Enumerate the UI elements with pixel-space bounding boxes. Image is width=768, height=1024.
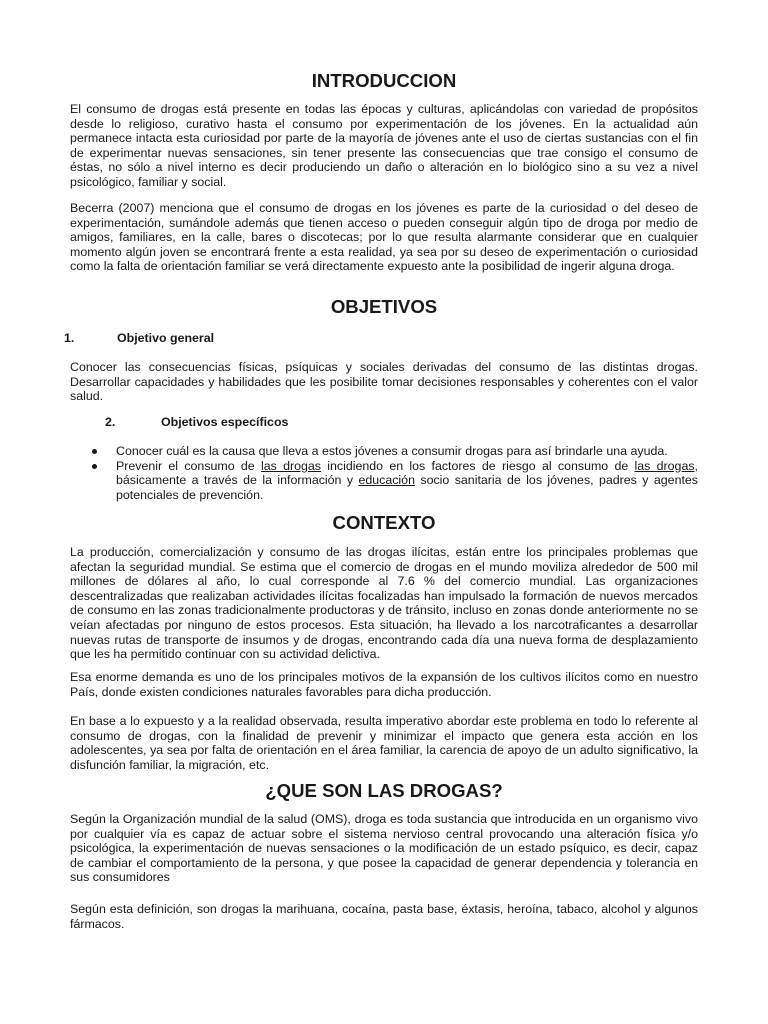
- introduccion-paragraph-2: Becerra (2007) menciona que el consumo de drogas en los jóvenes es parte de la curiosidad o del deseo de experimentación, sumándole además que tienen acceso o pueden conseguir algún tipo de droga por medio de amigos, familiares, en la calle, bares o discotecas; por lo que resulta alarmante considerar que en cualquier momento algún joven se encontrará frente a esta realidad, ya sea por su deseo de experimentación o curiosidad como la falta de orientación familiar se verá directamente expuesto ante la posibilidad de ingerir alguna droga.: [70, 201, 698, 274]
- link-educacion[interactable]: educación: [358, 473, 415, 488]
- link-las-drogas[interactable]: las drogas: [260, 458, 321, 473]
- section-title-contexto: CONTEXTO: [332, 512, 436, 533]
- contexto-paragraph-1: La producción, comercialización y consumo de las drogas ilícitas, están entre los principales problemas que afectan la seguridad mundial. Se estima que el comercio de drogas en el mundo moviliza alrededor de 500 mil millones de dólares al año, lo cual corresponde al 7.6 % del comercio mundial. Las organizaciones descentralizadas que realizaban actividades ilícitas focalizadas han impulsado la formación de nuevos mercados de consumo en las zonas tradicionalmente productoras y de tránsito, incluso en zonas donde anteriormente no se veían afectadas por ninguno de estos procesos. Esta situación, ha llevado a los narcotraficantes a desarrollar nuevas rutas de transporte de insumos y de drogas, encontrando cada día una nueva forma de desplazamiento que les ha permitido continuar con su actividad delictiva.: [70, 545, 698, 662]
- objetivos-especificos-heading: Objetivos específicos: [161, 415, 289, 429]
- bullet-icon: [92, 449, 97, 454]
- list-item-text-part: , básicamente a través de la información y: [116, 458, 698, 488]
- objetivo-general-number: 1.: [64, 331, 75, 345]
- section-title-introduccion: INTRODUCCION: [311, 70, 457, 91]
- que-son-paragraph-1: Según la Organización mundial de la salud (OMS), droga es toda sustancia que introducida en un organismo vivo por cualquier vía es capaz de actuar sobre el sistema nervioso central provocando una alteración física y/o psicológica, la experimentación de nuevas sensaciones o la modificación de un estado psíquico, es decir, capaz de cambiar el comportamiento de la persona, y que posee la capacidad de generar dependencia y tolerancia en sus consumidores: [70, 812, 698, 885]
- section-title-que-son-las-drogas: ¿QUE SON LAS DROGAS?: [265, 780, 503, 801]
- list-item: [70, 444, 698, 459]
- bullet-icon: [92, 464, 97, 469]
- list-item-text-part: Prevenir el consumo de: [116, 458, 261, 473]
- introduccion-paragraph-1: El consumo de drogas está presente en todas las épocas y culturas, aplicándolas con variedad de propósitos desde lo religioso, curativo hasta el consumo por experimentación de los jóvenes. En la actualidad aún permanece intacta esta curiosidad por parte de la mayoría de jóvenes ante el uso de ciertas sustancias con el fin de experimentar nuevas sensaciones, sin tener presente las consecuencias que trae consigo el consumo de éstas, no sólo a nivel interno es decir produciendo un daño o alteración en lo biológico sino a su vez a nivel psicológico, familiar y social.: [70, 102, 698, 189]
- objetivo-general-heading: Objetivo general: [117, 331, 215, 345]
- contexto-paragraph-3: En base a lo expuesto y a la realidad observada, resulta imperativo abordar este problema en todo lo referente al consumo de drogas, con la finalidad de prevenir y minimizar el impacto que genera esta acción en los adolescentes, ya sea por falta de orientación en el área familiar, la carencia de apoyo de un adulto significativo, la disfunción familiar, la migración, etc.: [70, 714, 698, 772]
- contexto-paragraph-2: Esa enorme demanda es uno de los principales motivos de la expansión de los cultivos ilícitos como en nuestro País, donde existen condiciones naturales favorables para dicha producción.: [70, 670, 698, 699]
- list-item-text-part: socio sanitaria de los jóvenes, padres y agentes potenciales de prevención.: [116, 473, 698, 502]
- list-item: [70, 459, 698, 503]
- list-item-text: Conocer cuál es la causa que lleva a estos jóvenes a consumir drogas para así brindarle una ayuda.: [116, 444, 668, 458]
- link-las-drogas[interactable]: las drogas: [634, 458, 695, 473]
- list-item-text-part: incidiendo en los factores de riesgo al consumo de: [320, 458, 635, 473]
- objetivo-general-text: Conocer las consecuencias físicas, psíquicas y sociales derivadas del consumo de las distintas drogas. Desarrollar capacidades y habilidades que les posibilite tomar decisiones responsables y coherentes con el valor salud.: [70, 360, 698, 404]
- section-title-objetivos: OBJETIVOS: [330, 296, 438, 317]
- que-son-paragraph-2: Según esta definición, son drogas la marihuana, cocaína, pasta base, éxtasis, heroína, tabaco, alcohol y algunos fármacos.: [70, 902, 698, 931]
- objetivos-especificos-list: [70, 444, 698, 502]
- objetivos-especificos-number: 2.: [105, 415, 116, 429]
